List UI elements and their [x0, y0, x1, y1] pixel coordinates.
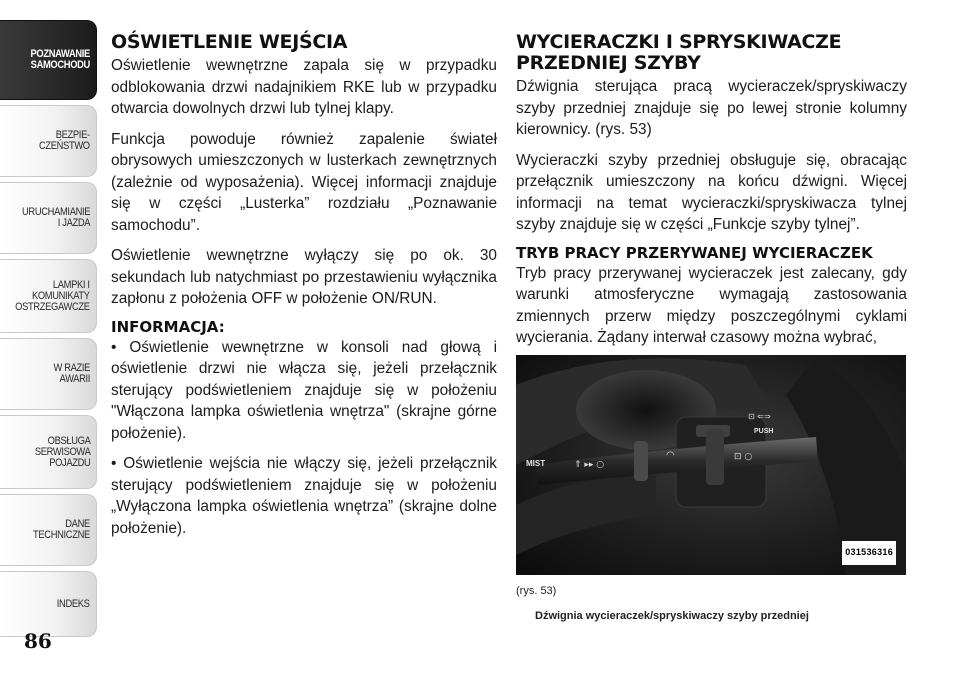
left-column	[111, 32, 497, 548]
section-heading: WYCIERACZKI I SPRYSKIWACZE PRZEDNIEJ SZYBY	[516, 31, 842, 74]
figure-number: (rys. 53)	[516, 584, 557, 597]
right-column	[516, 32, 907, 628]
tab-dane-techniczne[interactable]	[0, 494, 97, 566]
tab-uruchamianie-i-jazda[interactable]	[0, 182, 97, 254]
page-number: 86	[24, 629, 52, 653]
tab-indeks[interactable]	[0, 571, 97, 637]
tab-label: BEZPIE- CZEŃSTWO	[39, 129, 90, 152]
paragraph: Oświetlenie wewnętrzne zapala się w przypadku odblokowania drzwi nadajnikiem RKE lub w przypadku otwarcia dowolnych drzwi lub tylnej klapy.	[111, 57, 497, 117]
info-heading: INFORMACJA:	[111, 317, 225, 336]
tab-bezpieczenstwo[interactable]	[0, 105, 97, 177]
bullet-item: • Oświetlenie wewnętrzne w konsoli nad głową i oświetlenie drzwi nie włącza się, jeżeli przełącznik sterujący podświetleniem znajduje się w położeniu "Włączona lampka oświetlenia wnętrza" (skrajne górne położenie).	[111, 338, 497, 442]
wiper-symbol-icon: ⇑ ▸▸ ○	[574, 459, 605, 470]
tab-label: POZNAWANIE SAMOCHODU	[30, 48, 91, 71]
figure-id: 031536316	[842, 541, 896, 565]
tab-w-razie-awarii[interactable]	[0, 338, 97, 410]
paragraph: Oświetlenie wewnętrzne wyłączy się po ok. 30 sekundach lub natychmiast po przestawieniu wyłącznika zapłonu z położenia OFF w położenie ON/RUN.	[111, 247, 497, 307]
section-heading: OŚWIETLENIE WEJŚCIA	[111, 31, 348, 53]
tab-label: W RAZIE AWARII	[53, 362, 90, 385]
wiper-lever-photo	[516, 355, 906, 575]
steering-column	[516, 475, 656, 555]
tab-label: LAMPKI I KOMUNIKATY OSTRZEGAWCZE	[15, 278, 90, 313]
lever-ring	[634, 441, 648, 481]
paragraph: Wycieraczki szyby przedniej obsługuje się, obracając przełącznik umieszczony na końcu dźwigni. Więcej informacji na temat wycieraczki/spryskiwacza tylnej szyby znajduje się w części „Funkcje szyby tylnej”.	[516, 151, 907, 233]
washer-icon: ⊡ ○	[734, 451, 753, 462]
tab-label: URUCHAMIANIE I JAZDA	[21, 206, 90, 229]
tab-label: OBSŁUGA SERWISOWA POJAZDU	[34, 434, 90, 469]
subsection-heading: TRYB PRACY PRZERYWANEJ WYCIERACZEK	[516, 243, 873, 262]
mist-label: MIST	[526, 458, 546, 468]
figure-caption: Dźwignia wycieraczek/spryskiwaczy szyby przedniej	[535, 610, 809, 622]
paragraph: Tryb pracy przerywanej wycieraczek jest zalecany, gdy warunki atmosferyczne wymagają zastosowania zmiennych przerw między poszczególnymi cyklami wycierania. Żądany interwał czasowy można wybrać,	[516, 264, 907, 346]
tab-label: INDEKS	[57, 597, 90, 610]
paragraph: Funkcja powoduje również zapalenie świateł obrysowych umieszczonych w lusterkach zewnętrznych (zależnie od wyposażenia). Więcej informacji znajduje się w części „Lusterka” rozdziału „Poznawanie samochodu”.	[111, 130, 497, 234]
tab-label: DANE TECHNICZNE	[33, 518, 90, 541]
tab-lampki-i-komunikaty[interactable]	[0, 259, 97, 333]
paragraph: Dźwignia sterująca pracą wycieraczek/spryskiwaczy szyby przedniej znajduje się po lewej stronie kolumny kierownicy. (rys. 53)	[516, 78, 907, 138]
bullet-item: • Oświetlenie wejścia nie włączy się, jeżeli przełącznik sterujący podświetleniem znajduje się w położeniu „Wyłączona lampka oświetlenia wnętrza” (skrajne dolne położenie).	[111, 455, 497, 537]
tab-obsluga-serwisowa[interactable]	[0, 415, 97, 489]
wiper-rotary-switch	[706, 429, 724, 485]
push-label: PUSH	[754, 427, 774, 435]
wiper-blade-icon: ◠	[666, 449, 675, 461]
rear-wiper-icon: ⊡ ⇐⇒	[748, 411, 771, 421]
tab-poznawanie-samochodu[interactable]	[0, 20, 97, 100]
